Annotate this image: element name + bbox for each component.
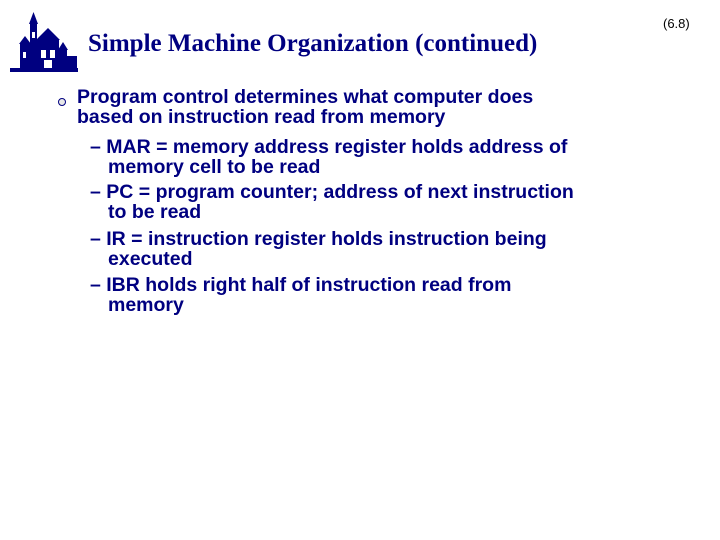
sub-item-pc	[90, 182, 700, 222]
main-bullet-line-2: based on instruction read from memory	[77, 106, 446, 128]
sub-item-ir	[90, 229, 700, 269]
sub-item-line-2: memory cell to be read	[108, 156, 321, 178]
sub-item-line-2: executed	[108, 248, 193, 270]
sub-item-line-2: memory	[108, 294, 184, 316]
bullet-dot-icon	[58, 98, 66, 106]
sub-item-line-1: – MAR = memory address register holds address of	[90, 136, 568, 158]
sub-item-ibr	[90, 275, 700, 315]
sub-item-line-1: – IBR holds right half of instruction read from	[90, 274, 512, 296]
sub-item-line-1: – IR = instruction register holds instruction being	[90, 228, 547, 250]
main-bullet-line-1: Program control determines what computer does	[77, 86, 534, 108]
slide-title: Simple Machine Organization (continued)	[88, 30, 538, 57]
sub-item-line-2: to be read	[108, 201, 202, 223]
main-bullet	[77, 87, 697, 127]
sub-item-line-1: – PC = program counter; address of next instruction	[90, 181, 574, 203]
slide-number: (6.8)	[663, 16, 690, 31]
castle-logo-icon	[8, 10, 80, 76]
sub-item-mar	[90, 137, 700, 177]
